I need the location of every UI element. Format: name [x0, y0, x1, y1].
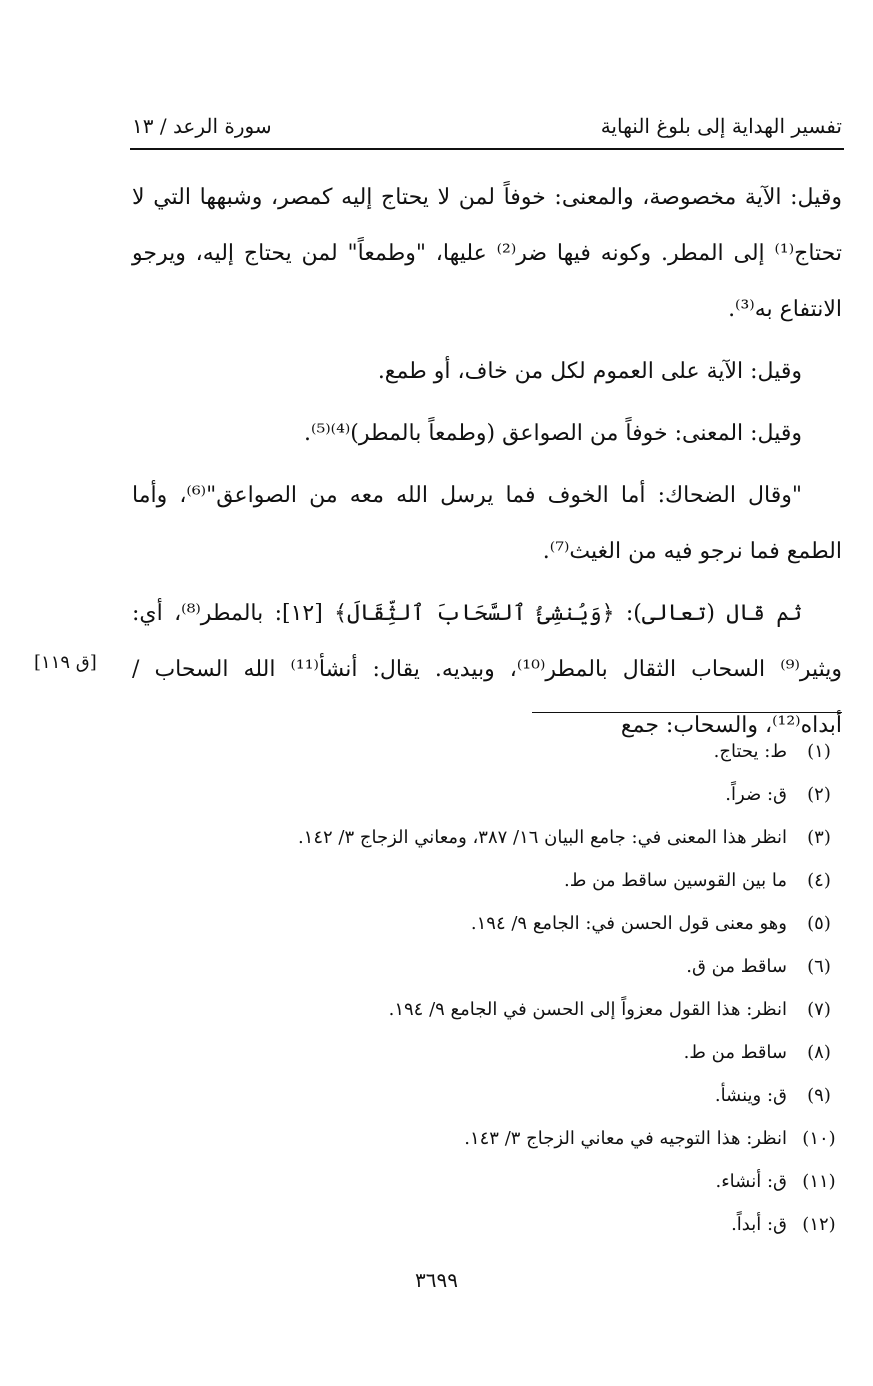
footnote-item: [61, 859, 841, 902]
footnote-number: (٣): [807, 827, 831, 848]
footnote-number: (١٠): [802, 1128, 836, 1149]
footnote-text: ق: أنشاء.: [715, 1171, 787, 1192]
paragraph-2: وقيل: الآية على العموم لكل من خاف، أو طمع.: [377, 359, 802, 384]
footnote-text: ق: ضراً.: [725, 784, 787, 805]
footnote-number: (٧): [807, 999, 831, 1020]
footnote-item: [61, 988, 841, 1031]
paragraph-3: وقيل: المعنى: خوفاً من الصواعق (وطمعاً بالمطر)⁽⁴⁾⁽⁵⁾.: [304, 421, 802, 446]
footnote-number: (٥): [807, 913, 831, 934]
footnote-number: (٦): [807, 956, 831, 977]
footnote-item: [61, 945, 841, 988]
footnote-number: (٤): [807, 870, 831, 891]
manuscript-folio-note: [ق ١١٩]: [34, 652, 97, 673]
footnote-text: انظر: هذا القول معزواً إلى الحسن في الجامع ٩/ ١٩٤.: [388, 999, 787, 1020]
footnote-number: (١): [807, 741, 831, 762]
paragraph-5: ثم قال (تعالى): ﴿وَيُنشِئُ ٱلسَّحَابَ ٱلثِّقَالَ﴾ [١٢]: بالمطر⁽⁸⁾، أي: ويثير⁽⁹⁾ السحاب الثقال بالمطر⁽¹⁰⁾، وبيديه. يقال: أنشأ⁽¹¹⁾ الله السحاب / أبداه⁽¹²⁾، والسحاب: جمع: [132, 601, 843, 738]
footnote-number: (١٢): [802, 1214, 836, 1235]
footnote-text: ط: يحتاج.: [713, 741, 787, 762]
footnote-number: (١١): [802, 1171, 836, 1192]
header-divider: [130, 148, 844, 150]
footnote-number: (٩): [807, 1085, 831, 1106]
footnote-divider: [532, 712, 842, 713]
footnote-item: [61, 902, 841, 945]
footnote-item: [61, 1160, 841, 1203]
footnote-item: [61, 816, 841, 859]
footnote-item: [61, 1074, 841, 1117]
footnote-list: [61, 730, 841, 1246]
footnote-text: وهو معنى قول الحسن في: الجامع ٩/ ١٩٤.: [470, 913, 787, 934]
footnote-text: ما بين القوسين ساقط من ط.: [564, 870, 787, 891]
footnote-item: [61, 1031, 841, 1074]
footnote-item: [61, 773, 841, 816]
page-number: ٣٦٩٩: [415, 1268, 458, 1292]
paragraph-1: وقيل: الآية مخصوصة، والمعنى: خوفاً لمن لا يحتاج إليه كمصر، وشبهها التي لا تحتاج⁽¹⁾ إلى المطر. وكونه فيها ضر⁽²⁾ عليها، "وطمعاً" لمن يحتاج إليه، ويرجو الانتفاع به⁽³⁾.: [132, 185, 842, 322]
footnote-item: [61, 1117, 841, 1160]
footnote-text: ق: أبداً.: [731, 1214, 787, 1235]
footnote-text: انظر هذا المعنى في: جامع البيان ١٦/ ٣٨٧، ومعاني الزجاج ٣/ ١٤٢.: [297, 827, 787, 848]
surah-label: سورة الرعد / ١٣: [132, 114, 272, 138]
book-title: تفسير الهداية إلى بلوغ النهاية: [600, 114, 842, 138]
main-text: [132, 170, 842, 760]
footnote-item: [61, 730, 841, 773]
footnote-number: (٨): [807, 1042, 831, 1063]
paragraph-4: "وقال الضحاك: أما الخوف فما يرسل الله معه من الصواعق"⁽⁶⁾، وأما الطمع فما نرجو فيه من الغيث⁽⁷⁾.: [132, 483, 842, 564]
footnote-text: ق: وينشأ.: [714, 1085, 787, 1106]
footnote-text: ساقط من ق.: [686, 956, 787, 977]
running-header: [132, 110, 842, 146]
footnote-item: [61, 1203, 841, 1246]
footnote-number: (٢): [807, 784, 831, 805]
footnote-text: انظر: هذا التوجيه في معاني الزجاج ٣/ ١٤٣.: [464, 1128, 787, 1149]
footnote-text: ساقط من ط.: [683, 1042, 787, 1063]
